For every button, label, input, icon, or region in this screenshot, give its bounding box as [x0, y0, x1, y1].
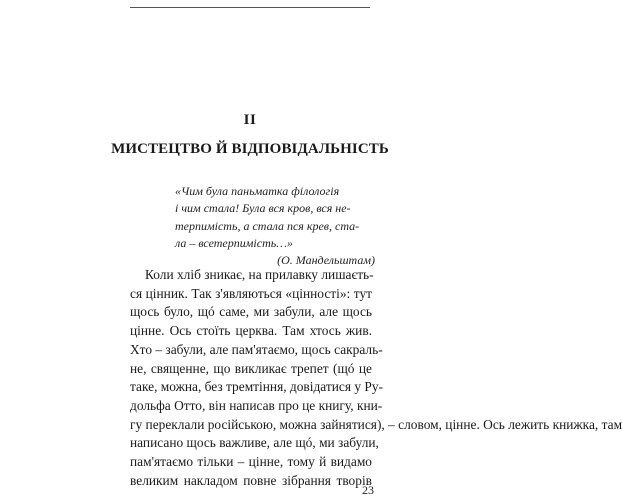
body-line: таке, можна, без тремтіння, довідатися у Ру-	[130, 379, 384, 395]
header-rule	[130, 7, 370, 8]
body-line: пам'ятаємо тільки – цінне, тому й видамо	[130, 454, 372, 470]
body-line: ся цінник. Так з'являються «цінності»: тут	[130, 285, 372, 301]
body-line: щось було, щó саме, ми забули, але щось	[130, 304, 372, 320]
epigraph-line: і чим стала! Була вся кров, вся не-	[175, 201, 351, 216]
chapter-title: МИСТЕЦТВО Й ВІДПОВІДАЛЬНІСТЬ	[111, 141, 389, 157]
body-line: великим накладом повне зібрання творів	[130, 472, 372, 488]
epigraph-source: (О. Мандельштам)	[277, 253, 375, 268]
chapter-number: II	[243, 112, 257, 128]
body-line: дольфа Отто, він написав про це книгу, кни-	[130, 397, 383, 413]
body-line: Хто – забули, але пам'ятаємо, щось сакраль-	[130, 341, 383, 357]
epigraph	[175, 183, 375, 269]
body-line: цінне. Ось стоїть церква. Там хтось жив.	[130, 323, 372, 339]
epigraph-line: ла – всетерпимість…»	[175, 235, 293, 250]
body-line: не, священне, що викликає трепет (щó це	[130, 360, 372, 376]
epigraph-line: терпимість, а стала пся крев, ста-	[175, 218, 360, 233]
body-line: написано щось важливе, але щó, ми забули,	[130, 435, 379, 451]
epigraph-line: «Чим була паньматка філологія	[175, 184, 340, 198]
body-line: гу переклали російською, можна зайнятися), – словом, цінне. Ось лежить книжка, там	[130, 416, 622, 432]
body-line: Коли хліб зникає, на прилавку лишаєть-	[145, 267, 374, 282]
page-number: 23	[362, 483, 374, 497]
